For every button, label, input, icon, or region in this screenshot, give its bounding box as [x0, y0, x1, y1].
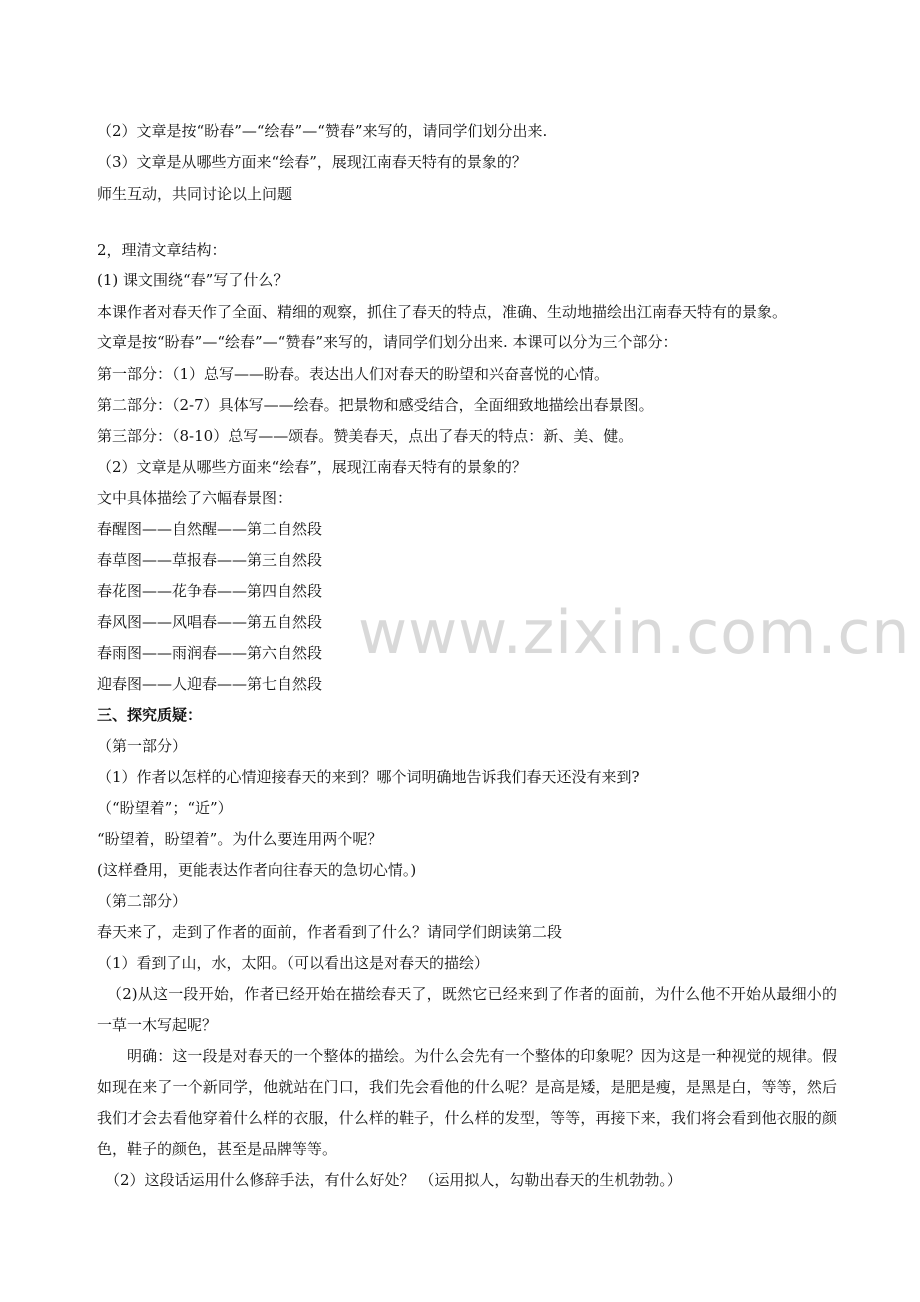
structure-line: 文章是按“盼春”—“绘春”—“赞春”来写的，请同学们划分出来. 本课可以分为三个部分：	[97, 333, 678, 351]
six-pictures-line: 文中具体描绘了六幅春景图：	[97, 489, 293, 507]
watermark: www.zixin.com.cn	[358, 598, 911, 668]
part-one-label: （第一部分）	[97, 737, 188, 755]
question-3-line: （3）文章是从哪些方面来“绘春”，展现江南春天特有的景象的？	[97, 153, 527, 171]
inquiry-answer-1: （“盼望着”；“近”）	[97, 799, 233, 817]
section-2-heading: 2，理清文章结构：	[97, 241, 227, 259]
sub-question-1: (1) 课文围绕“春”写了什么？	[97, 271, 289, 289]
picture-list-item: 春风图——风唱春——第五自然段	[97, 613, 323, 631]
section-3-heading: 三、探究质疑：	[97, 706, 203, 724]
question-2-line: （2）文章是按“盼春”—“绘春”—“赞春”来写的，请同学们划分出来.	[97, 122, 548, 140]
inquiry-question-1: （1）作者以怎样的心情迎接春天的来到？哪个词明确地告诉我们春天还没有来到?	[97, 768, 640, 786]
part-1-line: 第一部分：（1）总写——盼春。表达出人们对春天的盼望和兴奋喜悦的心情。	[97, 365, 610, 383]
picture-list-item: 春草图——草报春——第三自然段	[97, 551, 323, 569]
rhetoric-question-line: （2）这段话运用什么修辞手法，有什么好处？ （运用拟人，勾勒出春天的生机勃勃。）	[105, 1171, 682, 1189]
why-not-details-paragraph: （2)从这一段开始，作者已经开始在描绘春天了，既然它已经来到了作者的面前，为什么他不开始从最细小的一草一木写起呢？	[97, 985, 837, 1034]
picture-list-item: 春雨图——雨润春——第六自然段	[97, 644, 323, 662]
repetition-question: “盼望着，盼望着”。为什么要连用两个呢？	[97, 830, 383, 848]
picture-list-item: 春花图——花争春——第四自然段	[97, 582, 323, 600]
picture-list-item: 春醒图——自然醒——第二自然段	[97, 520, 323, 538]
picture-list-item: 迎春图——人迎春——第七自然段	[97, 675, 323, 693]
part-two-label: （第二部分）	[97, 892, 188, 910]
answer-line: 本课作者对春天作了全面、精细的观察，抓住了春天的特点，准确、生动地描绘出江南春天特有的景象。	[97, 303, 788, 321]
spring-arrives-line: 春天来了，走到了作者的面前，作者看到了什么？请同学们朗读第二段	[97, 923, 563, 941]
repetition-answer: (这样叠用，更能表达作者向往春天的急切心情。)	[97, 861, 417, 879]
discussion-line: 师生互动，共同讨论以上问题	[97, 185, 293, 203]
part-3-line: 第三部分：（8-10）总写——颂春。赞美春天，点出了春天的特点：新、美、健。	[97, 427, 634, 445]
part-2-line: 第二部分：（2-7）具体写——绘春。把景物和感受结合，全面细致地描绘出春景图。	[97, 396, 654, 414]
clarification-paragraph: 明确：这一段是对春天的一个整体的描绘。为什么会先有一个整体的印象呢？因为这是一种视觉的规律。假如现在来了一个新同学，他就站在门口，我们先会看他的什么呢？是高是矮，是肥是瘦，是黑是白，等等，然后我们才会去看他穿着什么样的衣服，什么样的鞋子，什么样的发型，等等，再接下来，我们将会看到他衣服的颜色，鞋子的颜色，甚至是品牌等等。	[97, 1047, 837, 1158]
sub-question-2: （2）文章是从哪些方面来“绘春”，展现江南春天特有的景象的？	[97, 458, 527, 476]
saw-mountains-line: （1）看到了山，水，太阳。（可以看出这是对春天的描绘）	[97, 954, 490, 972]
